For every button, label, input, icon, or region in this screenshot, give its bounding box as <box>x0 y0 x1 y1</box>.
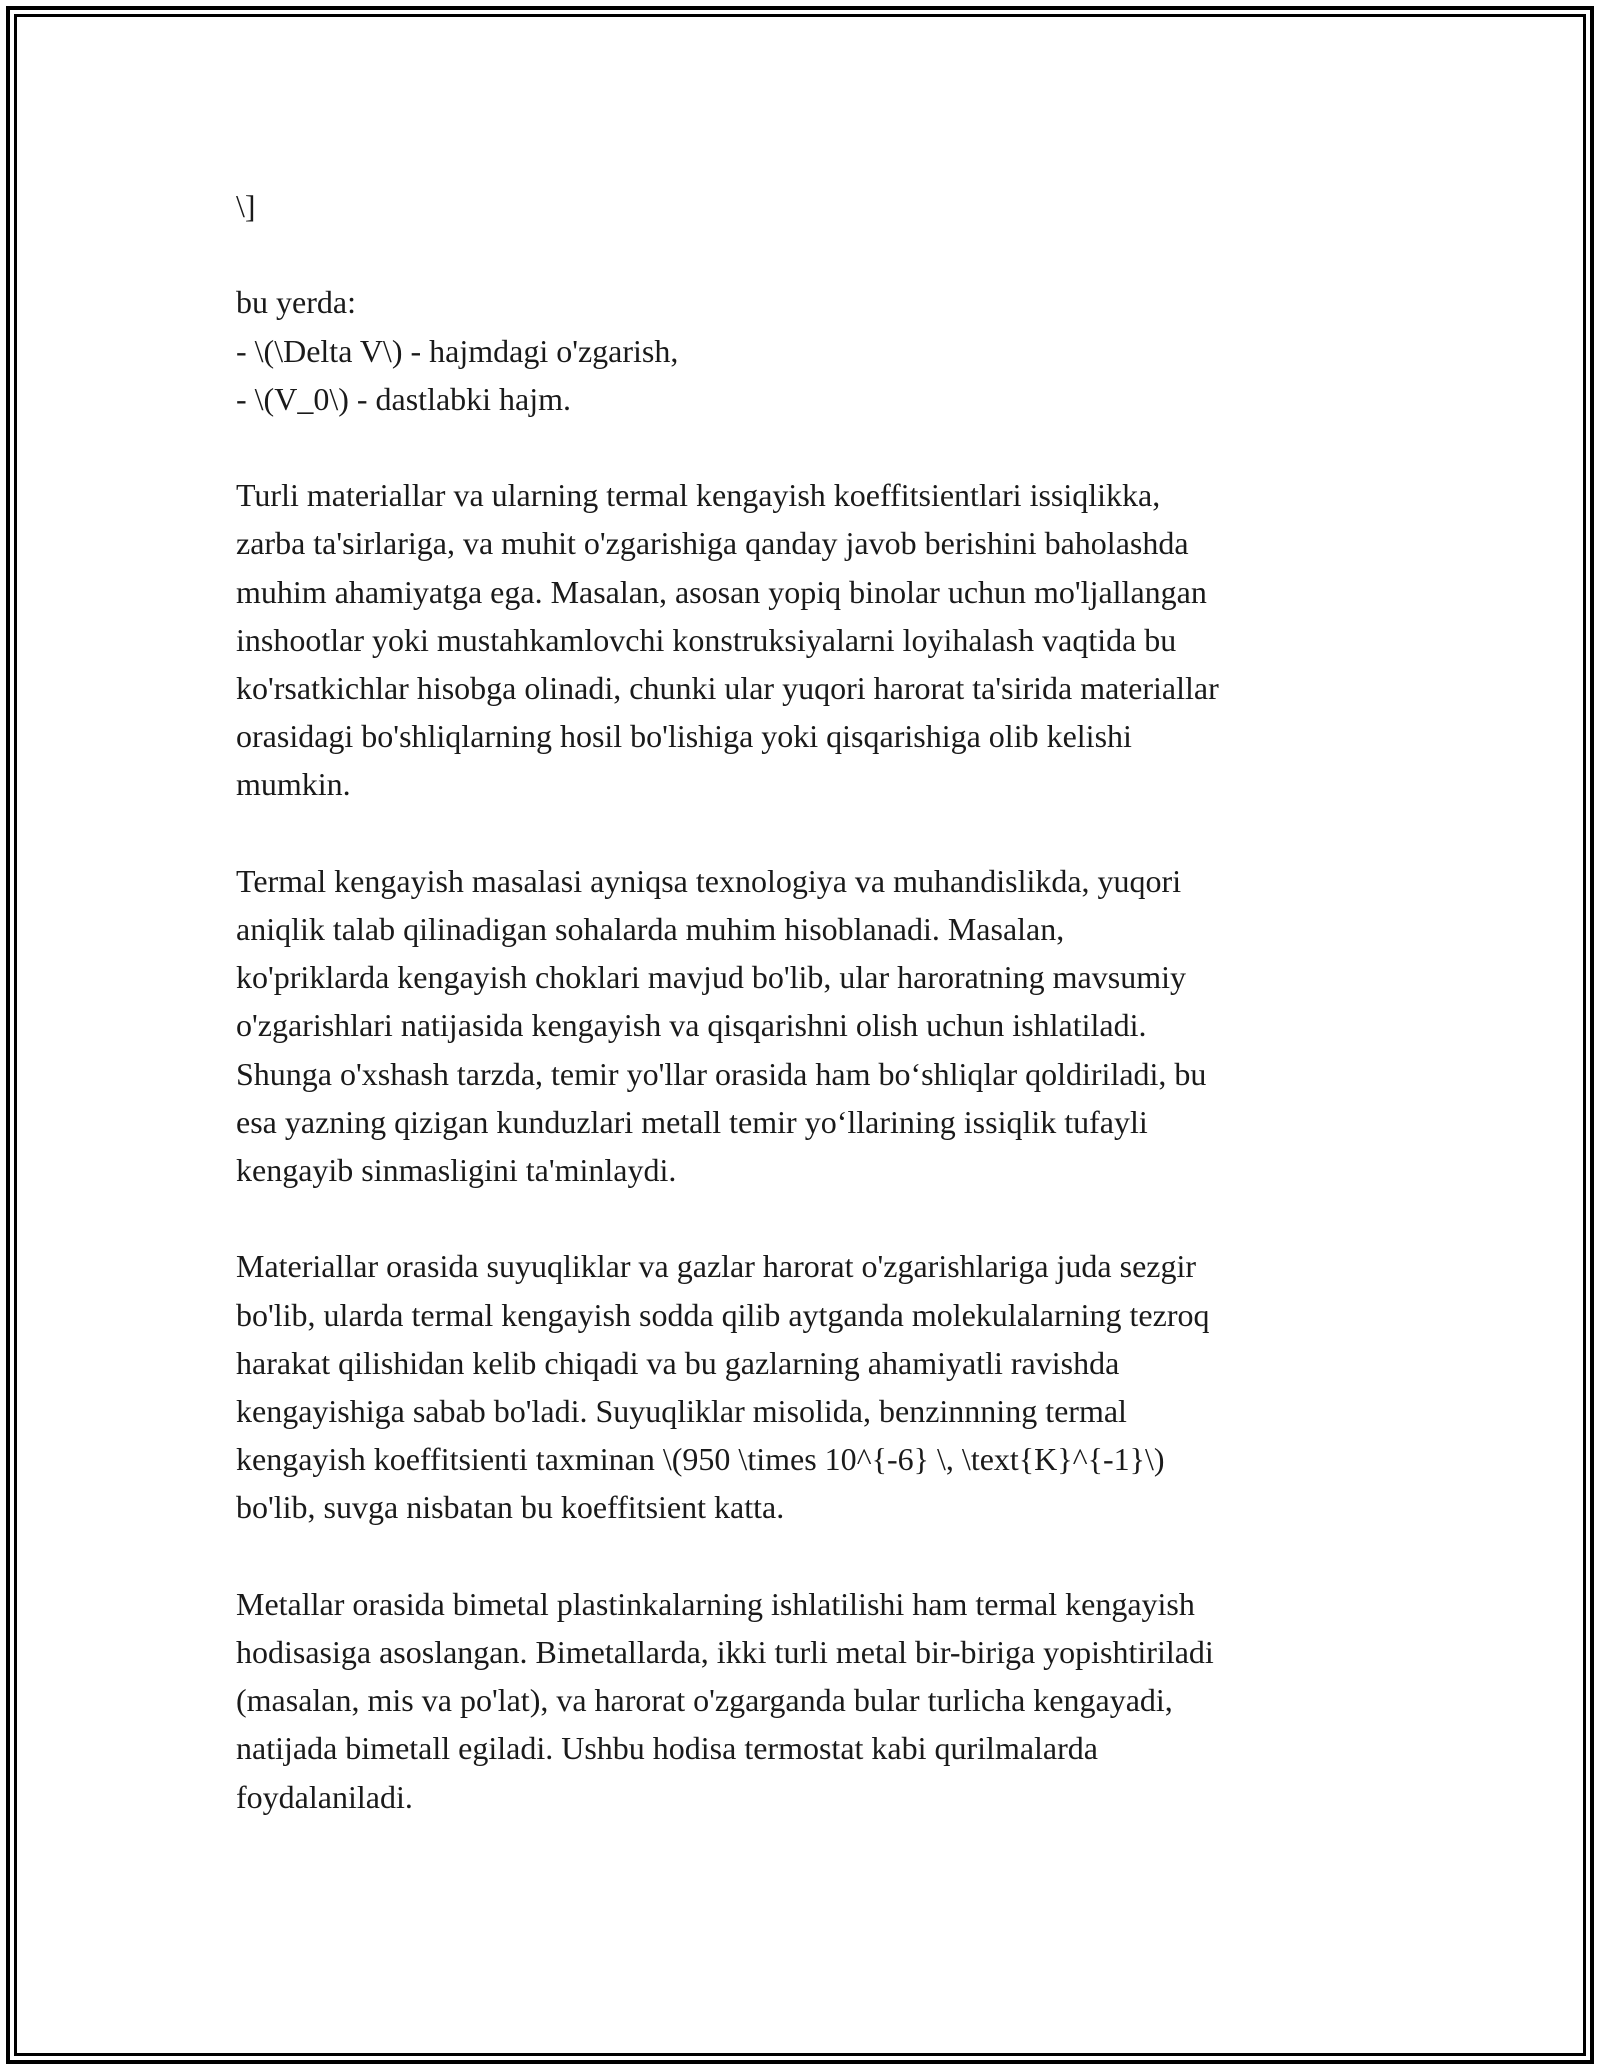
formula-closing: \] <box>236 188 256 224</box>
text-line: orasidagi bo'shliqlarning hosil bo'lishiga yoki qisqarishiga olib kelishi <box>236 718 1132 755</box>
definitions-block <box>236 278 1436 423</box>
text-line: bo'lib, ularda termal kengayish sodda qilib aytganda molekulalarning tezroq <box>236 1296 1210 1333</box>
text-line: esa yazning qizigan kunduzlari metall temir yo‘llarining issiqlik tufayli <box>236 1103 1148 1140</box>
text-line: Termal kengayish masalasi ayniqsa texnologiya va muhandislikda, yuqori <box>236 862 1182 899</box>
text-line: bo'lib, suvga nisbatan bu koeffitsient katta. <box>236 1489 785 1526</box>
paragraph-liquids-gases <box>236 1242 1436 1531</box>
text-line: o'zgarishlari natijasida kengayish va qisqarishni olish uchun ishlatiladi. <box>236 1007 1147 1044</box>
text-line: zarba ta'sirlariga, va muhit o'zgarishiga qanday javob berishini baholashda <box>236 525 1189 562</box>
text-line: natijada bimetall egiladi. Ushbu hodisa termostat kabi qurilmalarda <box>236 1730 1098 1767</box>
definition-item: - \(\Delta V\) - hajmdagi o'zgarish, <box>236 332 679 369</box>
paragraph-bimetal <box>236 1580 1436 1821</box>
definition-item: - \(V_0\) - dastlabki hajm. <box>236 380 572 417</box>
spacer <box>236 809 1436 857</box>
text-line: foydalaniladi. <box>236 1778 413 1815</box>
text-line: Turli materiallar va ularning termal kengayish koeffitsientlari issiqlikka, <box>236 477 1161 514</box>
text-line: muhim ahamiyatga ega. Masalan, asosan yopiq binolar uchun mo'ljallangan <box>236 573 1207 610</box>
text-line: (masalan, mis va po'lat), va harorat o'zgarganda bular turlicha kengayadi, <box>236 1682 1173 1719</box>
text-line: hodisasiga asoslangan. Bimetallarda, ikki turli metal bir-biriga yopishtiriladi <box>236 1634 1214 1671</box>
text-line: kengayib sinmasligini ta'minlaydi. <box>236 1152 677 1189</box>
text-line: kengayish koeffitsienti taxminan \(950 \times 10^{-6} \, \text{K}^{-1}\) <box>236 1441 1165 1478</box>
text-line: ko'rsatkichlar hisobga olinadi, chunki ular yuqori harorat ta'sirida materiallar <box>236 670 1219 706</box>
text-line: Shunga o'xshash tarzda, temir yo'llar orasida ham bo‘shliqlar qoldiriladi, bu <box>236 1055 1207 1092</box>
spacer <box>236 423 1436 471</box>
definitions-intro: bu yerda: <box>236 284 356 321</box>
paragraph-engineering <box>236 857 1436 1194</box>
spacer <box>236 1194 1436 1242</box>
text-line: mumkin. <box>236 766 351 803</box>
text-line: kengayishiga sabab bo'ladi. Suyuqliklar misolida, benzinnning termal <box>236 1393 1127 1430</box>
spacer <box>236 230 1436 278</box>
spacer <box>236 1532 1436 1580</box>
document-body <box>236 182 1436 1821</box>
text-line: inshootlar yoki mustahkamlovchi konstruksiyalarni loyihalash vaqtida bu <box>236 621 1177 658</box>
text-line: ko'priklarda kengayish choklari mavjud bo'lib, ular haroratning mavsumiy <box>236 959 1186 996</box>
text-line: aniqlik talab qilinadigan sohalarda muhim hisoblanadi. Masalan, <box>236 911 1065 947</box>
paragraph-materials <box>236 471 1436 808</box>
text-line: harakat qilishidan kelib chiqadi va bu gazlarning ahamiyatli ravishda <box>236 1344 1120 1381</box>
text-line: Materiallar orasida suyuqliklar va gazlar harorat o'zgarishlariga juda sezgir <box>236 1248 1197 1285</box>
text-line: Metallar orasida bimetal plastinkalarning ishlatilishi ham termal kengayish <box>236 1585 1195 1622</box>
